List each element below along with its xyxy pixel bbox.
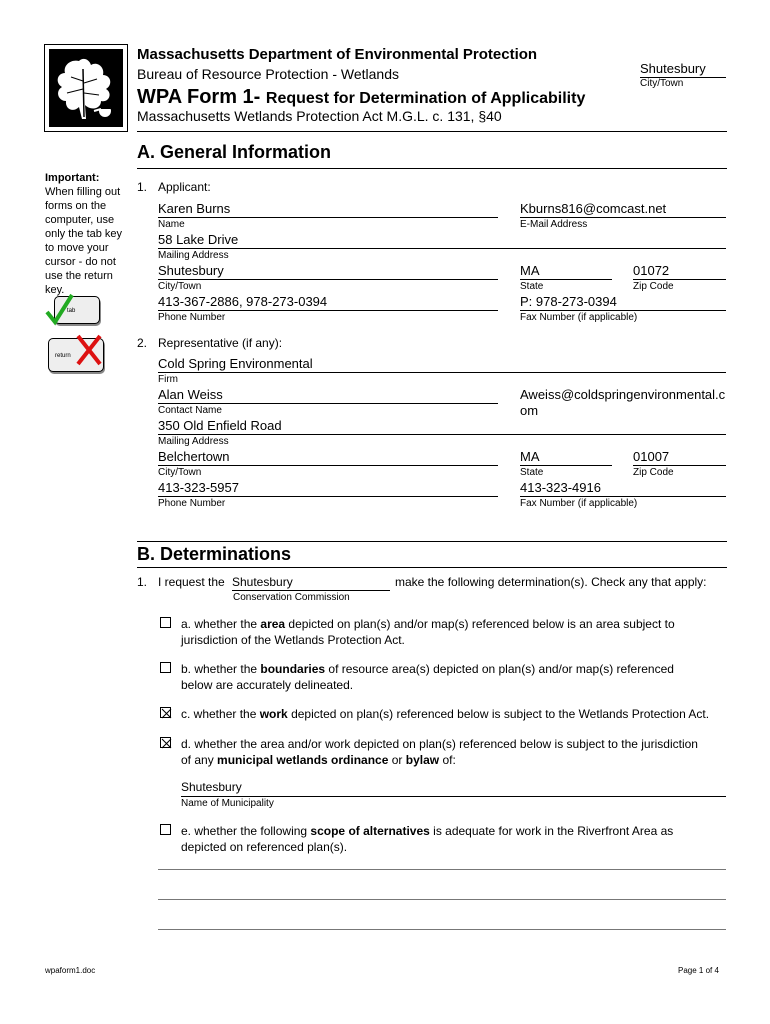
conservation-commission-label: Conservation Commission (233, 592, 350, 603)
rep-firm-label: Firm (158, 374, 178, 385)
option-d-mid: or (388, 753, 406, 767)
footer-filename: wpaform1.doc (45, 966, 96, 975)
green-check-icon (44, 292, 76, 326)
rep-phone-label: Phone Number (158, 498, 226, 509)
applicant-address-label: Mailing Address (158, 250, 229, 261)
important-text: When filling out forms on the computer, use only the tab key to move your cursor - do not use the return key. (45, 186, 123, 296)
form-number: WPA Form 1- (137, 86, 261, 108)
tab-key-label: tab (67, 308, 76, 314)
rep-zip-label: Zip Code (633, 467, 674, 478)
option-a-checkbox[interactable] (160, 617, 171, 628)
conservation-commission-field[interactable]: Shutesbury (232, 575, 390, 591)
option-a-bold: area (260, 617, 286, 631)
header-divider (137, 131, 727, 132)
option-b-pre: b. whether the (181, 662, 261, 676)
option-a-line2: jurisdiction of the Wetlands Protection Act. (181, 633, 405, 647)
request-text-pre: I request the (158, 575, 225, 589)
applicant-zip-field[interactable]: 01072 (633, 263, 726, 280)
header-city-town-label: City/Town (640, 78, 684, 89)
rep-state-label: State (520, 467, 544, 478)
option-b-line2: below are accurately delineated. (181, 678, 354, 692)
applicant-phone-field[interactable]: 413-367-2886, 978-273-0394 (158, 294, 498, 311)
option-a-pre: a. whether the (181, 617, 261, 631)
option-b-post: of resource area(s) depicted on plan(s) and/or map(s) referenced (325, 662, 674, 676)
rep-zip-field[interactable]: 01007 (633, 449, 726, 466)
act-citation: Massachusetts Wetlands Protection Act M.G.L. c. 131, §40 (137, 108, 502, 124)
option-d-line1: d. whether the area and/or work depicted on plan(s) referenced below is subject to the jurisdiction (181, 737, 698, 751)
option-c-text (181, 706, 741, 722)
agency-name: Massachusetts Department of Environmental Protection (137, 46, 538, 63)
applicant-name-label: Name (158, 219, 185, 230)
option-e-text (181, 823, 726, 855)
applicant-fax-label: Fax Number (if applicable) (520, 312, 638, 323)
option-d-text (181, 736, 741, 768)
alternatives-line-1[interactable] (158, 869, 726, 870)
footer-page-number: Page 1 of 4 (678, 966, 719, 975)
option-b-bold: boundaries (260, 662, 326, 676)
checkbox-x-mark-icon (161, 708, 172, 719)
applicant-state-label: State (520, 281, 544, 292)
option-d-line2-pre: of any (181, 753, 218, 767)
section-a-title: A. General Information (137, 142, 332, 162)
option-a-post: depicted on plan(s) and/or map(s) referenced below is an area subject to (285, 617, 675, 631)
bureau-name: Bureau of Resource Protection - Wetlands (137, 66, 399, 82)
option-b-text (181, 661, 726, 693)
important-note (45, 171, 127, 297)
rep-state-field[interactable]: MA (520, 449, 612, 466)
important-heading: Important: (45, 172, 100, 184)
option-c-post: depicted on plan(s) referenced below is subject to the Wetlands Protection Act. (287, 707, 710, 721)
return-key-label: return (55, 353, 71, 359)
option-e-post: is adequate for work in the Riverfront Area as (429, 824, 674, 838)
option-d-checkbox[interactable] (160, 737, 171, 748)
rep-address-label: Mailing Address (158, 436, 229, 447)
option-b-checkbox[interactable] (160, 662, 171, 673)
applicant-state-field[interactable]: MA (520, 263, 612, 280)
applicant-city-field[interactable]: Shutesbury (158, 263, 498, 280)
checkbox-x-mark-icon (161, 738, 172, 749)
rep-address-field[interactable]: 350 Old Enfield Road (158, 418, 726, 435)
rep-email-field[interactable] (520, 387, 726, 419)
red-x-icon (74, 332, 104, 368)
applicant-city-label: City/Town (158, 281, 202, 292)
option-c-bold: work (259, 707, 288, 721)
applicant-heading: Applicant: (158, 180, 211, 194)
applicant-email-label: E-Mail Address (520, 219, 588, 230)
option-d-bold2: bylaw (405, 753, 440, 767)
form-title (137, 86, 585, 109)
municipality-label: Name of Municipality (181, 798, 274, 809)
applicant-zip-label: Zip Code (633, 281, 674, 292)
section-a-divider (137, 168, 727, 169)
rep-contact-label: Contact Name (158, 405, 222, 416)
request-text-post: make the following determination(s). Check any that apply: (395, 575, 707, 589)
applicant-address-field[interactable]: 58 Lake Drive (158, 232, 726, 249)
section-b-divider-top (137, 541, 727, 542)
header-city-town-field[interactable]: Shutesbury (640, 61, 726, 78)
rep-fax-field[interactable]: 413-323-4916 (520, 480, 726, 497)
applicant-name-field[interactable]: Karen Burns (158, 201, 498, 218)
rep-contact-field[interactable]: Alan Weiss (158, 387, 498, 404)
option-e-line2: depicted on referenced plan(s). (181, 840, 348, 854)
option-d-bold: municipal wetlands ordinance (217, 753, 389, 767)
section-b-divider (137, 567, 727, 568)
alternatives-line-2[interactable] (158, 899, 726, 900)
rep-firm-field[interactable]: Cold Spring Environmental (158, 356, 726, 373)
alternatives-line-3[interactable] (158, 929, 726, 930)
rep-city-label: City/Town (158, 467, 202, 478)
dep-logo (44, 44, 128, 132)
representative-number: 2. (137, 336, 148, 350)
rep-email-line2: om (520, 403, 539, 418)
applicant-fax-field[interactable]: P: 978-273-0394 (520, 294, 726, 311)
determination-number: 1. (137, 575, 148, 589)
option-e-checkbox[interactable] (160, 824, 171, 835)
rep-email-line1: Aweiss@coldspringenvironmental.c (520, 387, 726, 402)
option-d-line2-post: of: (439, 753, 456, 767)
rep-phone-field[interactable]: 413-323-5957 (158, 480, 498, 497)
applicant-number: 1. (137, 180, 148, 194)
applicant-email-field[interactable]: Kburns816@comcast.net (520, 201, 726, 218)
option-c-checkbox[interactable] (160, 707, 171, 718)
rep-fax-label: Fax Number (if applicable) (520, 498, 638, 509)
option-e-bold: scope of alternatives (310, 824, 430, 838)
applicant-phone-label: Phone Number (158, 312, 226, 323)
form-subtitle: Request for Determination of Applicability (265, 90, 586, 107)
representative-heading: Representative (if any): (158, 336, 283, 350)
municipality-field[interactable]: Shutesbury (181, 780, 726, 797)
option-c-pre: c. whether the (181, 707, 260, 721)
rep-city-field[interactable]: Belchertown (158, 449, 498, 466)
section-b-title: B. Determinations (137, 544, 292, 564)
option-e-pre: e. whether the following (181, 824, 311, 838)
oak-leaf-icon (49, 49, 123, 127)
option-a-text (181, 616, 726, 648)
